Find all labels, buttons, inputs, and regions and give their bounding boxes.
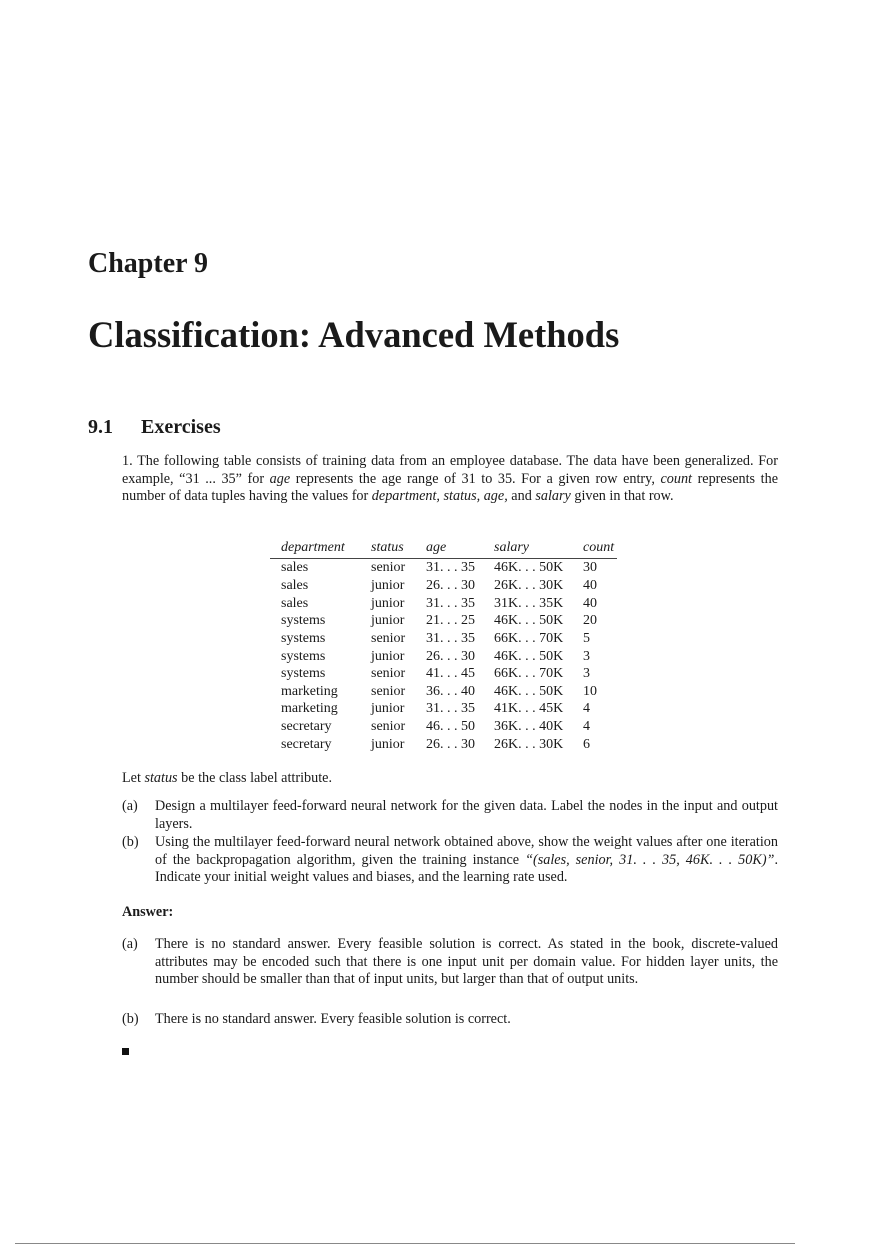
cell-status: junior bbox=[371, 577, 405, 593]
cell-salary: 36K. . . 40K bbox=[494, 719, 564, 735]
table-header-row bbox=[270, 540, 617, 559]
cell-age: 31. . . 35 bbox=[426, 630, 475, 646]
cell-age: 41. . . 45 bbox=[426, 666, 475, 682]
table-row bbox=[270, 682, 617, 700]
cell-department: sales bbox=[281, 595, 309, 611]
header-age: age bbox=[415, 540, 483, 559]
table-row bbox=[270, 700, 617, 718]
header-status: status bbox=[360, 540, 415, 559]
cell-status: senior bbox=[371, 630, 406, 646]
cell-status: junior bbox=[371, 595, 405, 611]
cell-count: 40 bbox=[583, 577, 597, 593]
cell-age: 36. . . 40 bbox=[426, 683, 475, 699]
table-row bbox=[270, 735, 617, 753]
cell-status: senior bbox=[371, 719, 406, 735]
cell-department: systems bbox=[281, 666, 326, 682]
cell-count: 3 bbox=[583, 648, 590, 664]
cell-department: secretary bbox=[281, 719, 332, 735]
cell-count: 3 bbox=[583, 666, 590, 682]
table-row bbox=[270, 577, 617, 595]
cell-count: 6 bbox=[583, 736, 590, 752]
cell-department: systems bbox=[281, 630, 326, 646]
question-part-b: (b) Using the multilayer feed-forward neural network obtained above, show the weight values after one iteration of the backpropagation algorithm, given the training instance “(sales, senior, 31. . . 35, 46K. . . 50K)”. Indicate your initial weight values and biases, and the learning rate used. bbox=[122, 834, 778, 886]
cell-salary: 26K. . . 30K bbox=[494, 736, 564, 752]
cell-salary: 66K. . . 70K bbox=[494, 666, 564, 682]
cell-age: 46. . . 50 bbox=[426, 719, 475, 735]
cell-count: 4 bbox=[583, 719, 590, 735]
cell-salary: 31K. . . 35K bbox=[494, 595, 564, 611]
cell-age: 26. . . 30 bbox=[426, 577, 475, 593]
cell-age: 31. . . 35 bbox=[426, 560, 475, 576]
header-salary: salary bbox=[483, 540, 572, 559]
footer-rule bbox=[15, 1243, 795, 1244]
chapter-title: Classification: Advanced Methods bbox=[88, 314, 620, 355]
header-department: department bbox=[270, 540, 360, 559]
exercise-1-intro: 1. The following table consists of training data from an employee database. The data have been generalized. For example, “31 ... 35” for age represents the age range of 31 to 35. For a given row entry, count represents the number of data tuples having the values for department, status, age, and salary given in that row. bbox=[122, 453, 779, 505]
cell-age: 21. . . 25 bbox=[426, 613, 475, 629]
cell-status: junior bbox=[371, 736, 405, 752]
cell-salary: 46K. . . 50K bbox=[494, 683, 564, 699]
cell-department: secretary bbox=[281, 736, 332, 752]
answer-part-a: (a) There is no standard answer. Every feasible solution is correct. As stated in the book, discrete-valued attributes may be encoded such that there is one input unit per domain value. For hidden layer units, the number should be smaller than that of input units, but larger than that of output units. bbox=[122, 936, 778, 988]
cell-age: 26. . . 30 bbox=[426, 648, 475, 664]
table-row bbox=[270, 612, 617, 630]
header-count: count bbox=[572, 540, 617, 559]
section-heading bbox=[88, 416, 221, 439]
cell-age: 31. . . 35 bbox=[426, 701, 475, 717]
cell-status: junior bbox=[371, 701, 405, 717]
section-title: Exercises bbox=[141, 416, 221, 438]
exercise-number: 1. bbox=[122, 453, 133, 469]
cell-status: junior bbox=[371, 613, 405, 629]
cell-department: sales bbox=[281, 577, 309, 593]
answer-heading: Answer: bbox=[122, 904, 174, 920]
cell-status: junior bbox=[371, 648, 405, 664]
table-row bbox=[270, 647, 617, 665]
cell-salary: 26K. . . 30K bbox=[494, 577, 564, 593]
cell-status: senior bbox=[371, 683, 406, 699]
answer-part-b: (b) There is no standard answer. Every feasible solution is correct. bbox=[122, 1011, 511, 1027]
cell-count: 20 bbox=[583, 613, 597, 629]
cell-age: 31. . . 35 bbox=[426, 595, 475, 611]
chapter-heading: Chapter 9 bbox=[88, 248, 209, 279]
cell-salary: 46K. . . 50K bbox=[494, 648, 564, 664]
training-data-table bbox=[270, 540, 617, 753]
end-of-proof-square-icon bbox=[122, 1048, 129, 1055]
class-label-note: Let status be the class label attribute. bbox=[122, 770, 333, 786]
table-row bbox=[270, 718, 617, 736]
cell-status: senior bbox=[371, 666, 406, 682]
table-row bbox=[270, 630, 617, 648]
cell-count: 5 bbox=[583, 630, 590, 646]
cell-salary: 46K. . . 50K bbox=[494, 613, 564, 629]
question-part-a: (a) Design a multilayer feed-forward neural network for the given data. Label the nodes in the input and output layers. bbox=[122, 798, 778, 832]
cell-count: 40 bbox=[583, 595, 597, 611]
cell-count: 30 bbox=[583, 560, 597, 576]
table-row bbox=[270, 594, 617, 612]
cell-age: 26. . . 30 bbox=[426, 736, 475, 752]
cell-department: marketing bbox=[281, 701, 338, 717]
cell-count: 4 bbox=[583, 701, 590, 717]
section-number: 9.1 bbox=[88, 416, 113, 438]
cell-salary: 41K. . . 45K bbox=[494, 701, 564, 717]
table-row bbox=[270, 559, 617, 577]
cell-salary: 66K. . . 70K bbox=[494, 630, 564, 646]
cell-count: 10 bbox=[583, 683, 597, 699]
cell-status: senior bbox=[371, 560, 406, 576]
cell-department: marketing bbox=[281, 683, 338, 699]
table-row bbox=[270, 665, 617, 683]
cell-department: sales bbox=[281, 560, 309, 576]
cell-department: systems bbox=[281, 648, 326, 664]
cell-salary: 46K. . . 50K bbox=[494, 560, 564, 576]
cell-department: systems bbox=[281, 613, 326, 629]
